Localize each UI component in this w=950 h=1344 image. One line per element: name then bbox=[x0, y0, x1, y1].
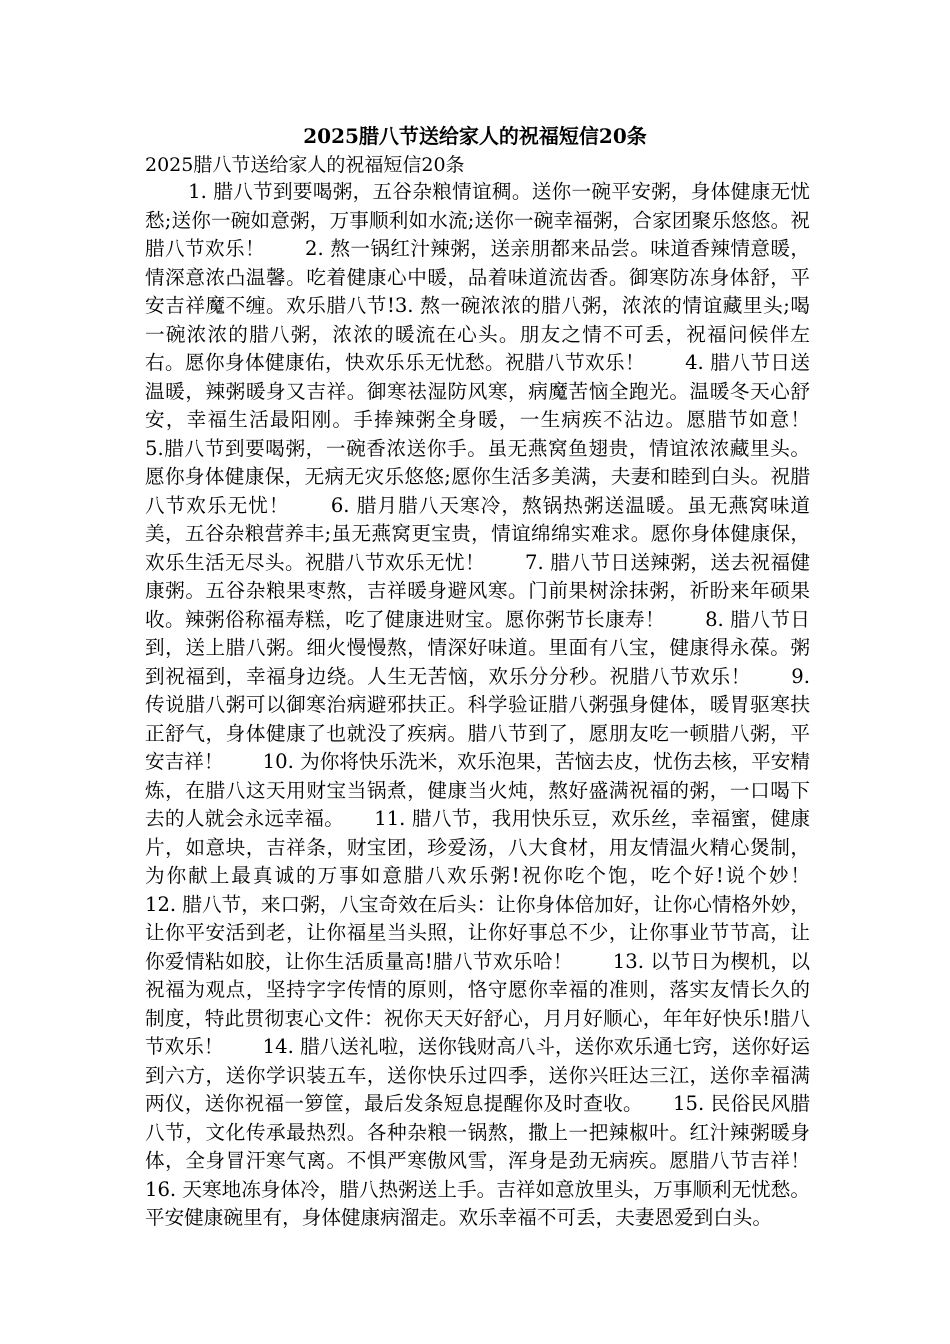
document-title: 2025腊八节送给家人的祝福短信20条 bbox=[303, 124, 647, 148]
document-subtitle: 2025腊八节送给家人的祝福短信20条 bbox=[145, 154, 465, 176]
document-body-text: 1. 腊八节到要喝粥，五谷杂粮情谊稠。送你一碗平安粥，身体健康无忧愁;送你一碗如意粥，万事顺利如水流;送你一碗幸福粥，合家团聚乐悠悠。祝腊八节欢乐！ 2. 熬一锅红汁辣粥，送亲朋都来品尝。味道香辣情意暖，情深意浓凸温馨。吃着健康心中暖，品着味道流齿香。御寒防冻身体舒，平安吉祥魔不缠。欢乐腊八节!3. 熬一碗浓浓的腊八粥，浓浓的情谊藏里头;喝一碗浓浓的腊八粥，浓浓的暖流在心头。朋友之情不可丢，祝福问候伴左右。愿你身体健康佑，快欢乐乐无忧愁。祝腊八节欢乐！ 4. 腊八节日送温暖，辣粥暖身又吉祥。御寒祛湿防风寒，病魔苦恼全跑光。温暖冬天心舒安，幸福生活最阳刚。手捧辣粥全身暖，一生病疾不沾边。愿腊节如意！ 5.腊八节到要喝粥，一碗香浓送你手。虽无燕窝鱼翅贵，情谊浓浓藏里头。愿你身体健康保，无病无灾乐悠悠;愿你生活多美满，夫妻和睦到白头。祝腊八节欢乐无忧！ 6. 腊月腊八天寒冷，熬锅热粥送温暖。虽无燕窝味道美，五谷杂粮营养丰;虽无燕窝更宝贵，情谊绵绵实难求。愿你身体健康保，欢乐生活无尽头。祝腊八节欢乐无忧！ 7. 腊八节日送辣粥，送去祝福健康粥。五谷杂粮果枣熬，吉祥暖身避风寒。门前果树涂抹粥，祈盼来年硕果收。辣粥俗称福寿糕，吃了健康进财宝。愿你粥节长康寿！ 8. 腊八节日到，送上腊八粥。细火慢慢熬，情深好味道。里面有八宝，健康得永葆。粥到祝福到，幸福身边绕。人生无苦恼，欢乐分分秒。祝腊八节欢乐！ 9. 传说腊八粥可以御寒治病避邪扶正。科学验证腊八粥强身健体，暖胃驱寒扶正舒气，身体健康了也就没了疾病。腊八节到了，愿朋友吃一顿腊八粥，平安吉祥！ 10. 为你将快乐洗米，欢乐泡果，苦恼去皮，忧伤去核，平安精炼，在腊八这天用财宝当锅煮，健康当火炖，熬好盛满祝福的粥，一口喝下去的人就会永远幸福。 11. 腊八节，我用快乐豆，欢乐丝，幸福蜜，健康片，如意块，吉祥条，财宝团，珍爱汤，八大食材，用友情温火精心煲制，为你献上最真诚的万事如意腊八欢乐粥!祝你吃个饱，吃个好!说个妙！ 12. 腊八节，来口粥，八宝奇效在后头：让你身体倍加好，让你心情格外妙，让你平安活到老，让你福星当头照，让你好事总不少，让你事业节节高，让你爱情粘如胶，让你生活质量高!腊八节欢乐哈！ 13. 以节日为楔机，以祝福为观点，坚持字字传情的原则，恪守愿你幸福的准则，落实友情长久的制度，特此贯彻衷心文件：祝你天天好舒心，月月好顺心，年年好快乐!腊八节欢乐！ 14. 腊八送礼啦，送你钱财高八斗，送你欢乐通七窍，送你好运到六方，送你学识装五车，送你快乐过四季，送你兴旺达三江，送你幸福满两仪，送你祝福一箩筐，最后发条短息提醒你及时查收。 15. 民俗民风腊八节，文化传承最热烈。各种杂粮一锅熬，撒上一把辣椒叶。红汁辣粥暖身体，全身冒汗寒气离。不惧严寒傲风雪，浑身是劲无病疾。愿腊八节吉祥！ 16. 天寒地冻身体冷，腊八热粥送上手。吉祥如意放里头，万事顺利无忧愁。平安健康碗里有，身体健康病溜走。欢乐幸福不可丢，夫妻恩爱到白头。 bbox=[145, 180, 850, 1229]
